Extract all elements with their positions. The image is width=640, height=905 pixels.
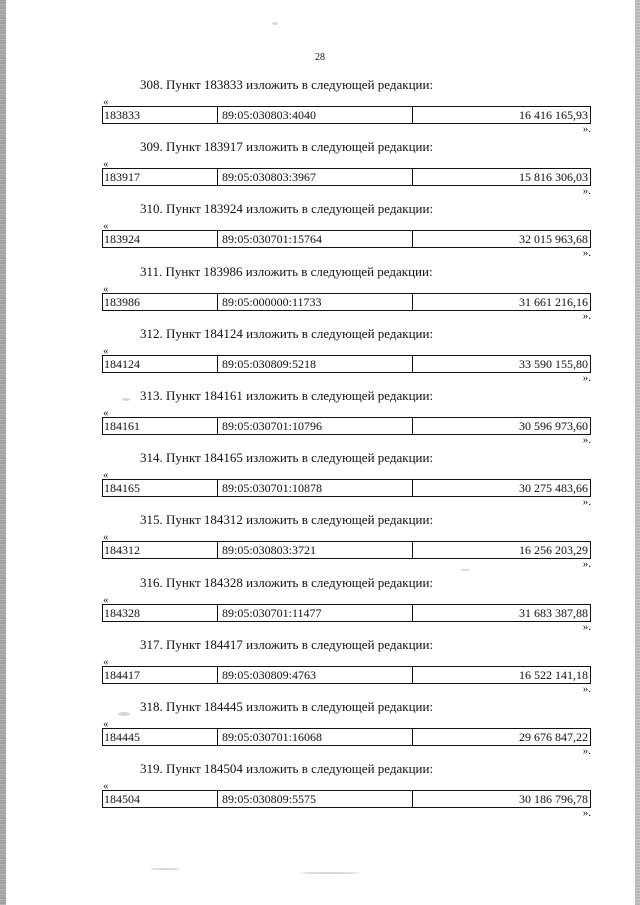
- close-quote: ».: [582, 123, 591, 135]
- item-heading: 312. Пункт 184124 изложить в следующей редакции:: [140, 325, 434, 341]
- row-value: 33 590 155,80: [519, 356, 588, 371]
- row-value: 15 816 306,03: [519, 170, 588, 185]
- amendment-item: [102, 77, 591, 139]
- row-id: 184445: [103, 729, 218, 745]
- table-row: [102, 479, 591, 497]
- item-heading: 319. Пункт 184504 изложить в следующей редакции:: [140, 761, 434, 777]
- close-quote: ».: [582, 807, 591, 820]
- amendment-item: [102, 699, 591, 761]
- row-id: 184328: [103, 605, 218, 621]
- row-value: 31 661 216,16: [519, 294, 588, 309]
- amendment-item: [102, 637, 591, 699]
- open-quote: «: [103, 158, 109, 171]
- table-row: [102, 293, 591, 311]
- table-row: [102, 355, 591, 373]
- row-id: 183833: [103, 107, 218, 123]
- scan-noise: [118, 712, 130, 716]
- row-id: 183924: [103, 231, 218, 247]
- close-quote: ».: [582, 371, 591, 384]
- item-heading: 318. Пункт 184445 изложить в следующей редакции:: [140, 698, 434, 714]
- close-quote: ».: [582, 185, 591, 198]
- row-id: 184161: [103, 418, 218, 434]
- item-heading: 317. Пункт 184417 изложить в следующей редакции:: [140, 636, 434, 652]
- table-row: [102, 604, 591, 622]
- row-value: 30 596 973,60: [519, 418, 588, 433]
- scan-noise: [272, 22, 278, 25]
- table-row: [102, 728, 591, 746]
- item-heading: 313. Пункт 184161 изложить в следующей редакции:: [140, 387, 434, 403]
- amendment-item: [102, 388, 591, 450]
- scan-edge-right: [635, 0, 640, 905]
- row-cadastral-number: 89:05:030809:5575: [218, 791, 413, 807]
- open-quote: «: [103, 593, 109, 606]
- table-row: [102, 230, 591, 248]
- amendment-item: [102, 512, 591, 574]
- row-id: 183917: [103, 169, 218, 185]
- row-id: 184504: [103, 791, 218, 807]
- table-row: [102, 790, 591, 808]
- scan-noise: [122, 398, 130, 401]
- close-quote: ».: [582, 496, 591, 509]
- row-id: 184312: [103, 542, 218, 558]
- table-row: [102, 417, 591, 435]
- table-row: [102, 541, 591, 559]
- open-quote: «: [103, 780, 109, 793]
- open-quote: «: [103, 469, 109, 482]
- close-quote: ».: [582, 620, 591, 633]
- row-cadastral-number: 89:05:030803:3967: [218, 169, 413, 185]
- close-quote: ».: [582, 309, 591, 322]
- row-id: 184124: [103, 356, 218, 372]
- open-quote: «: [103, 531, 109, 544]
- row-cadastral-number: 89:05:030701:10878: [218, 480, 413, 496]
- row-cadastral-number: 89:05:000000:11733: [218, 294, 413, 310]
- scan-noise: [150, 868, 180, 870]
- row-value: 30 186 796,78: [519, 792, 588, 807]
- amendment-item: [102, 450, 591, 512]
- open-quote: «: [103, 406, 109, 419]
- close-quote: ».: [582, 558, 591, 571]
- row-cadastral-number: 89:05:030803:3721: [218, 542, 413, 558]
- open-quote: «: [103, 717, 109, 730]
- scan-noise: [300, 872, 360, 874]
- row-value: 16 256 203,29: [519, 543, 588, 558]
- open-quote: «: [103, 282, 109, 295]
- close-quote: ».: [582, 433, 591, 446]
- close-quote: ».: [582, 682, 591, 695]
- row-value: 30 275 483,66: [519, 481, 588, 496]
- amendment-item: [102, 575, 591, 637]
- row-id: 184417: [103, 667, 218, 683]
- item-heading: 314. Пункт 184165 изложить в следующей редакции:: [140, 450, 434, 466]
- row-value: 31 683 387,88: [519, 605, 588, 620]
- item-heading: 309. Пункт 183917 изложить в следующей редакции:: [140, 139, 434, 155]
- item-heading: 316. Пункт 184328 изложить в следующей редакции:: [140, 574, 434, 590]
- page-number: 28: [315, 52, 325, 63]
- amendment-item: [102, 139, 591, 201]
- row-cadastral-number: 89:05:030803:4040: [218, 107, 413, 123]
- amendment-item: [102, 201, 591, 263]
- open-quote: «: [103, 220, 109, 233]
- scan-edge-left: [0, 0, 6, 905]
- row-cadastral-number: 89:05:030701:15764: [218, 231, 413, 247]
- row-id: 184165: [103, 480, 218, 496]
- row-cadastral-number: 89:05:030701:11477: [218, 605, 413, 621]
- row-value: 32 015 963,68: [519, 232, 588, 247]
- document-body: [102, 77, 591, 823]
- open-quote: «: [103, 344, 109, 357]
- row-value: 16 522 141,18: [519, 667, 588, 682]
- amendment-item: [102, 761, 591, 823]
- table-row: [102, 106, 591, 124]
- item-heading: 311. Пункт 183986 изложить в следующей редакции:: [140, 263, 433, 279]
- scan-noise: [460, 569, 470, 571]
- table-row: [102, 666, 591, 684]
- row-cadastral-number: 89:05:030809:4763: [218, 667, 413, 683]
- open-quote: «: [103, 96, 109, 108]
- row-cadastral-number: 89:05:030701:16068: [218, 729, 413, 745]
- open-quote: «: [103, 655, 109, 668]
- amendment-item: [102, 326, 591, 388]
- row-cadastral-number: 89:05:030809:5218: [218, 356, 413, 372]
- row-cadastral-number: 89:05:030701:10796: [218, 418, 413, 434]
- row-value: 16 416 165,93: [519, 108, 588, 122]
- row-id: 183986: [103, 294, 218, 310]
- item-heading: 310. Пункт 183924 изложить в следующей редакции:: [140, 201, 434, 217]
- row-value: 29 676 847,22: [519, 729, 588, 744]
- item-heading: 315. Пункт 184312 изложить в следующей редакции:: [140, 512, 434, 528]
- close-quote: ».: [582, 247, 591, 260]
- amendment-item: [102, 264, 591, 326]
- item-heading: 308. Пункт 183833 изложить в следующей редакции:: [140, 77, 434, 92]
- close-quote: ».: [582, 744, 591, 757]
- table-row: [102, 168, 591, 186]
